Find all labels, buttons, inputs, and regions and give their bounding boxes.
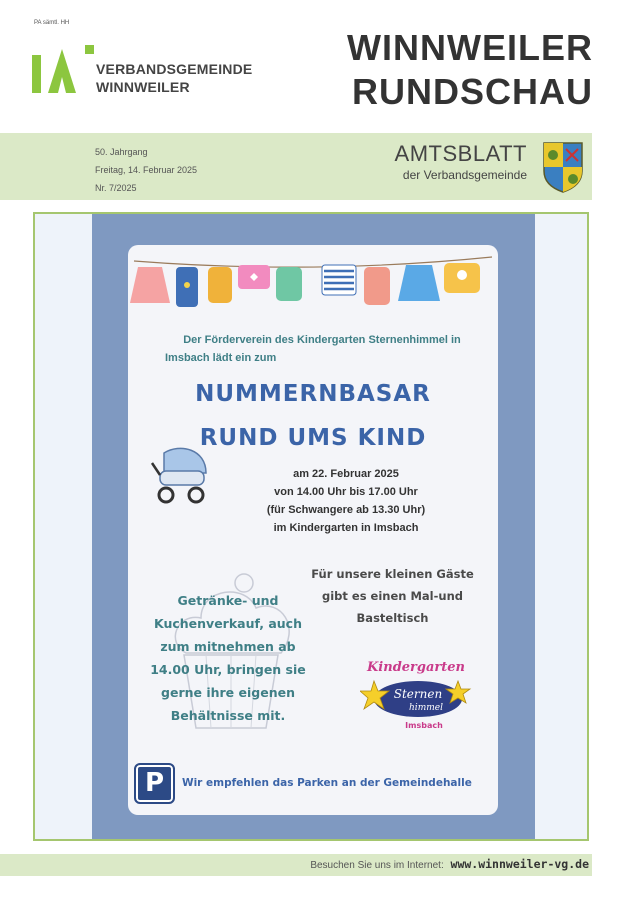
issue-number: Nr. 7/2025 bbox=[95, 183, 137, 193]
verbandsgemeinde-logo-icon bbox=[32, 45, 102, 97]
cake-offer bbox=[142, 589, 314, 727]
basar-poster bbox=[128, 245, 498, 815]
laundry-line-icon bbox=[128, 245, 498, 320]
event-line-date: am 22. Februar 2025 bbox=[293, 468, 399, 480]
kindergarten-sternenhimmel-logo bbox=[360, 653, 472, 733]
cake-line2: Kuchenverkauf, auch bbox=[154, 616, 302, 631]
kids-line3: Basteltisch bbox=[356, 611, 429, 625]
kids-line1: Für unsere kleinen Gäste bbox=[311, 567, 474, 581]
issue-jahrgang: 50. Jahrgang bbox=[95, 147, 148, 157]
footer-visit-text: Besuchen Sie uns im Internet: bbox=[310, 860, 444, 871]
kg-logo-word3: himmel bbox=[409, 703, 443, 713]
footer-website-link[interactable]: www.winnweiler-vg.de bbox=[450, 857, 589, 871]
cake-line5: gerne ihre eigenen bbox=[161, 685, 295, 700]
event-line-location: im Kindergarten in Imsbach bbox=[273, 522, 419, 534]
kids-offer bbox=[300, 563, 485, 629]
poster-headline-line2: RUND UMS KIND bbox=[199, 425, 427, 451]
pa-note: PA sämtl. HH bbox=[34, 20, 70, 26]
title-line1: WINNWEILER bbox=[347, 27, 593, 68]
newspaper-title bbox=[347, 26, 593, 114]
kg-logo-word1: Kindergarten bbox=[367, 660, 465, 675]
title-line2: RUNDSCHAU bbox=[352, 71, 593, 112]
poster-intro bbox=[128, 331, 498, 367]
vg-name-line2: WINNWEILER bbox=[96, 79, 190, 95]
kids-line2: gibt es einen Mal-und bbox=[322, 589, 463, 603]
event-details bbox=[236, 465, 456, 537]
parking-note: Wir empfehlen das Parken an der Gemeindehalle bbox=[182, 777, 472, 789]
issue-info bbox=[95, 143, 197, 197]
intro-line2: Imsbach lädt ein zum bbox=[165, 352, 277, 364]
cake-line4: 14.00 Uhr, bringen sie bbox=[150, 662, 306, 677]
intro-line1: Der Förderverein des Kindergarten Sternenhimmel in bbox=[183, 334, 461, 346]
amtsblatt-label bbox=[395, 140, 527, 182]
vg-name-line1: VERBANDSGEMEINDE bbox=[96, 61, 253, 77]
cake-line1: Getränke- und bbox=[177, 593, 279, 608]
amtsblatt-subtitle: der Verbandsgemeinde bbox=[402, 168, 527, 182]
issue-date: Freitag, 14. Februar 2025 bbox=[95, 165, 198, 175]
coat-of-arms-icon bbox=[542, 141, 584, 193]
event-line-pregnant: (für Schwangere ab 13.30 Uhr) bbox=[266, 504, 426, 516]
kg-logo-word2: Sternen bbox=[393, 687, 443, 701]
kg-logo-word4: Imsbach bbox=[405, 721, 443, 730]
parking-icon: P bbox=[136, 765, 173, 802]
event-line-time: von 14.00 Uhr bis 17.00 Uhr bbox=[274, 486, 418, 498]
cake-line3: zum mitnehmen ab bbox=[160, 639, 296, 654]
verbandsgemeinde-name bbox=[96, 60, 252, 96]
stroller-icon bbox=[150, 443, 210, 505]
footer bbox=[310, 857, 589, 871]
cake-line6: Behältnisse mit. bbox=[170, 708, 286, 723]
amtsblatt-title: AMTSBLATT bbox=[394, 141, 527, 166]
poster-headline-line1: NUMMERNBASAR bbox=[195, 381, 431, 407]
